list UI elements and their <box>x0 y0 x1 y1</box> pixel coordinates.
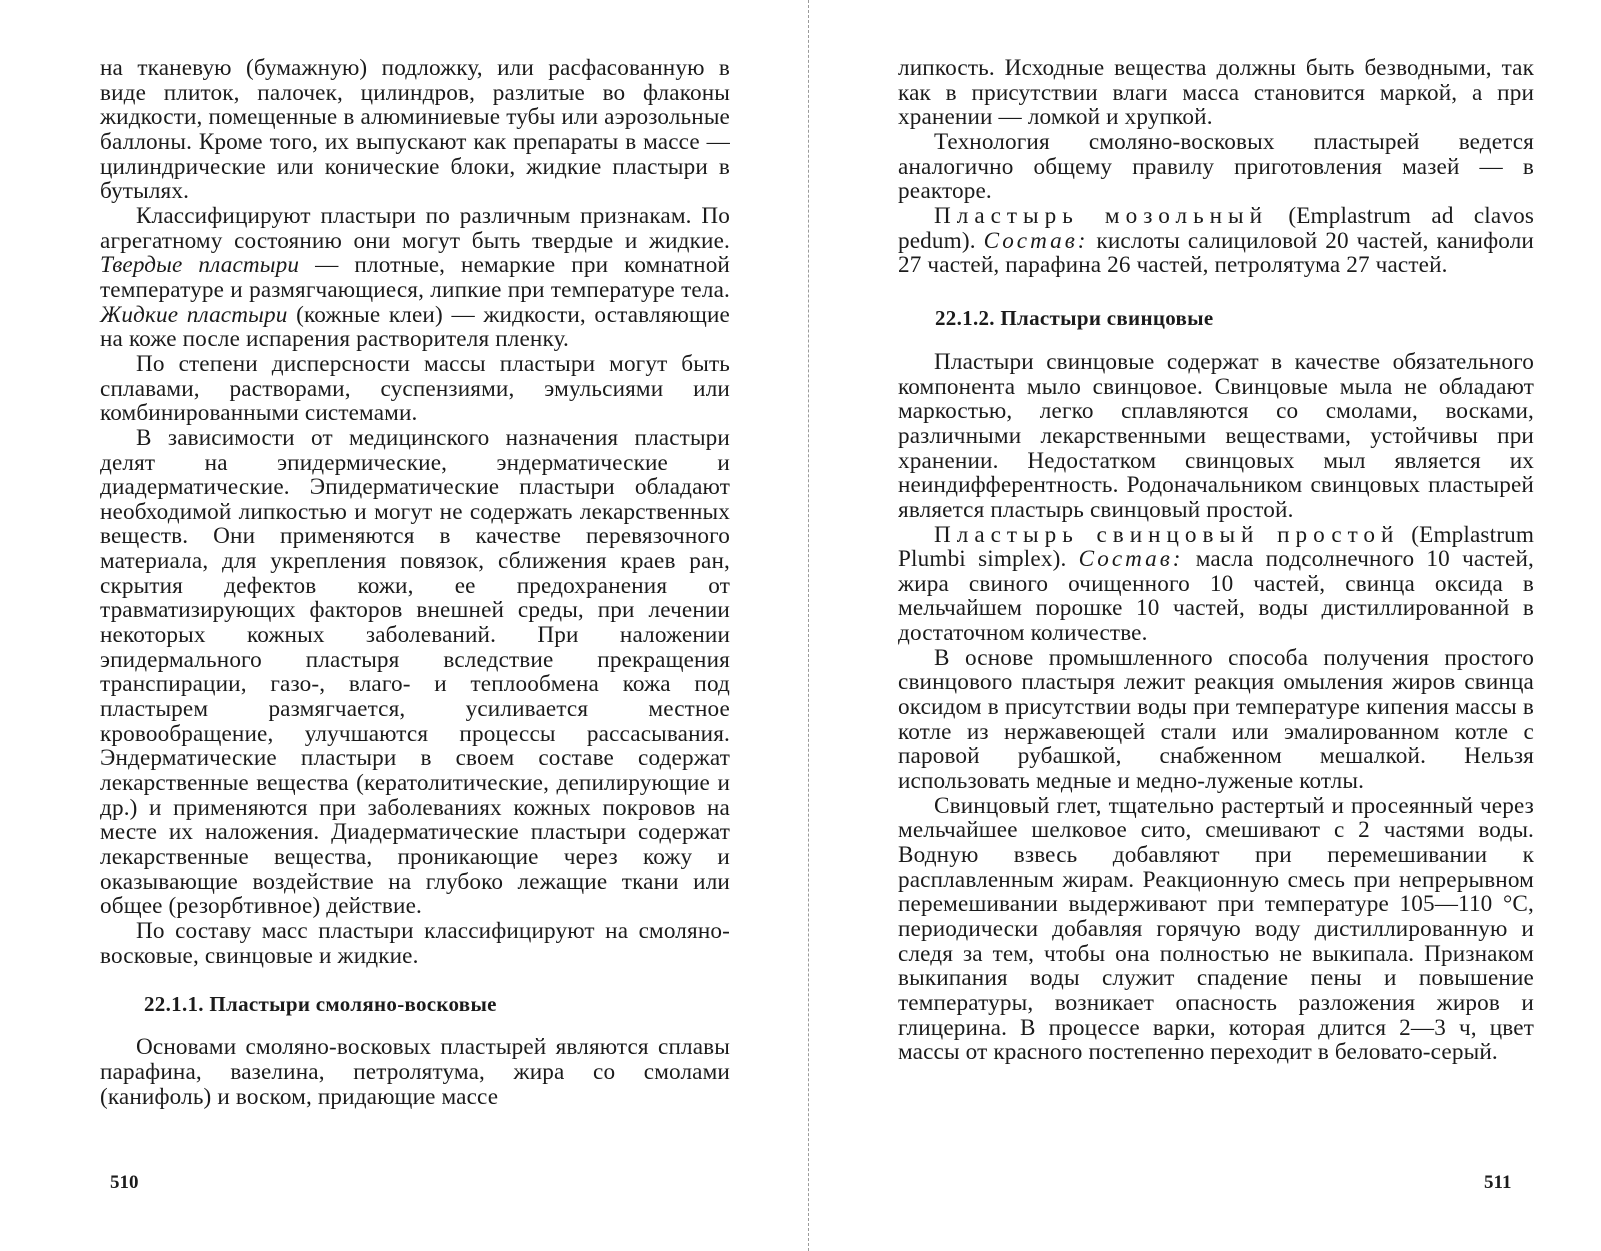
page-number: 511 <box>1484 1172 1512 1193</box>
right-page <box>809 0 1601 1251</box>
italic-term: Твердые пластыри <box>100 252 300 279</box>
paragraph: Технология смоляно-восковых пластырей ведется аналогично общему правилу приготовления мазей — в реакторе. <box>898 128 1534 205</box>
text-run: кислоты салициловой 20 частей, канифоли 27 частей, парафина 26 частей, петролятума 27 частей. <box>898 227 1534 279</box>
right-text-column <box>898 56 1534 1065</box>
section-heading: 22.1.2. Пластыри свинцовые <box>935 305 1214 330</box>
text-run: масла подсолнечного 10 частей, жира свиного очищенного 10 частей, свинца оксида в мельчайшем порошке 10 частей, воды дистиллированной в достаточном количестве. <box>898 546 1534 647</box>
paragraph: липкость. Исходные вещества должны быть безводными, так как в присутствии влаги масса становится маркой, а при хранении — ломкой и хрупкой. <box>898 55 1534 131</box>
italic-term: Жидкие пластыри <box>100 301 288 328</box>
text-run: (Emplastrum ad clavos pedum). <box>898 202 1534 254</box>
text-run: Классифицируют пластыри по различным признакам. По агрегатному состоянию они могут быть твердые и жидкие. <box>100 202 730 254</box>
paragraph: на тканевую (бумажную) подложку, или расфасованную в виде плиток, палочек, цилиндров, разлитые во флаконы жидкости, помещенные в алюминиевые тубы или аэрозольные баллоны. Кроме того, их выпускают как препараты в массе — цилиндрические или конические блоки, жидкие пластыри в бутылях. <box>100 55 730 205</box>
paragraph: Основами смоляно-восковых пластырей являются сплавы парафина, вазелина, петролятума, жира со смолами (канифоль) и воском, придающие массе <box>100 1034 730 1110</box>
text-run: — плотные, немаркие при комнатной температуре и размягчающиеся, липкие при температуре тела. <box>100 252 730 303</box>
paragraph: Свинцовый глет, тщательно растертый и просеянный через мельчайшее шелковое сито, смешивают с 2 частями воды. Водную взвесь добавляют при перемешивании к расплавленным жирам. Реакционную смесь при непрерывном перемешивании выдерживают при температуре 105—110 °С, периодически добавляя горячую воду дистиллированную и следя за тем, чтобы она полностью не выкипала. Признаком выкипания воды служит спадение пены и повышение температуры, возникает опасность разложения жиров и глицерина. В процессе варки, которая длится 2—3 ч, цвет массы от красного постепенно переходит в беловато-серый. <box>898 792 1534 1066</box>
composition-label: Состав: <box>983 227 1089 254</box>
section-heading: 22.1.1. Пластыри смоляно-восковые <box>144 992 497 1017</box>
composition-label: Состав: <box>1078 546 1184 573</box>
paragraph <box>100 204 730 352</box>
text-run: (Emplastrum Plumbi simplex). <box>898 521 1535 573</box>
spaced-term: Пластырь мозольный <box>934 202 1269 229</box>
paragraph: По степени дисперсности массы пластыри могут быть сплавами, растворами, суспензиями, эмульсиями или комбинированными системами. <box>100 350 730 427</box>
paragraph: По составу масс пластыри классифицируют на смоляно-восковые, свинцовые и жидкие. <box>100 917 730 969</box>
page-number: 510 <box>110 1172 139 1193</box>
text-run: (кожные клеи) — жидкости, оставляющие на коже после испарения растворителя пленку. <box>100 301 730 353</box>
spaced-term: Пластырь свинцовый простой <box>934 521 1400 548</box>
paragraph <box>898 204 1534 278</box>
paragraph: В зависимости от медицинского назначения пластыри делят на эпидермические, эндерматические и диадерматические. Эпидерматические пластыри обладают необходимой липкостью и могут не содержать лекарственных веществ. Они применяются в качестве перевязочного материала, для укрепления повязок, сближения краев ран, скрытия дефектов кожи, ее предохранения от травматизирующих факторов внешней среды, при лечении некоторых кожных заболеваний. При наложении эпидермального пластыря вследствие прекращения транспирации, газо-, влаго- и теплообмена кожа под пластырем размягчается, усиливается местное кровообращение, улучшаются процессы рассасывания. Эндерматические пластыри в своем составе содержат лекарственные вещества (кератолитические, депилирующие и др.) и применяются при заболеваниях кожных покровов на месте их наложения. Диадерматические пластыри содержат лекарственные вещества, проникающие через кожу и оказывающие воздействие на глубоко лежащие ткани или общее (резорбтивное) действие. <box>100 424 730 920</box>
paragraph: Пластыри свинцовые содержат в качестве обязательного компонента мыло свинцовое. Свинцовые мыла не обладают маркостью, легко сплавляются со смолами, восками, различными лекарственными веществами, устойчивы при хранении. Недостатком свинцовых мыл является их неиндифферентность. Родоначальником свинцовых пластырей является пластырь свинцовый простой. <box>898 348 1534 523</box>
paragraph: В основе промышленного способа получения простого свинцового пластыря лежит реакция омыления жиров свинца оксидом в присутствии воды при температуре кипения массы в котле из нержавеющей стали или эмалированном котле с паровой рубашкой, снабженном мешалкой. Нельзя использовать медные и медно-луженые котлы. <box>898 644 1534 795</box>
paragraph <box>898 523 1534 646</box>
left-text-column <box>100 56 730 1109</box>
